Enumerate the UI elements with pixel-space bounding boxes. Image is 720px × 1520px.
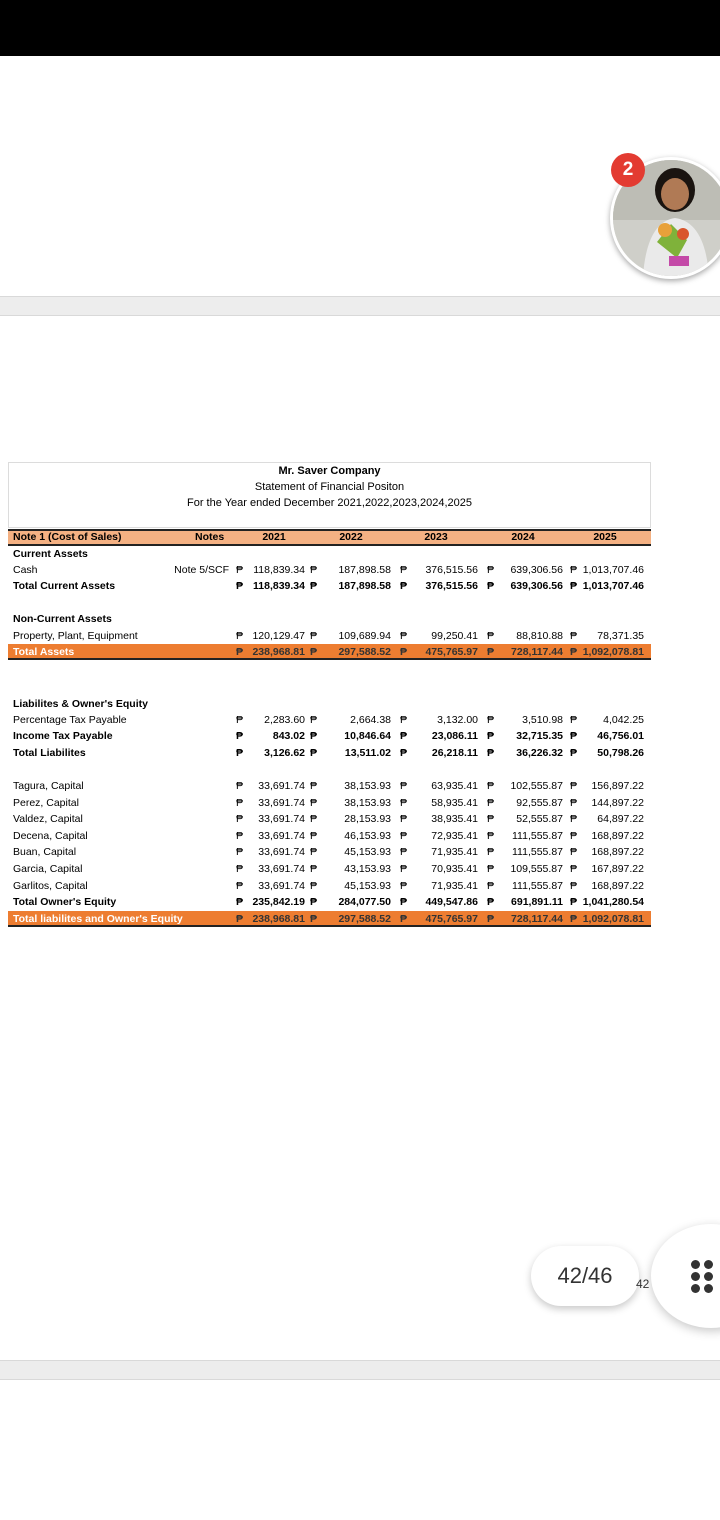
statement-row: [8, 728, 651, 744]
statement-row: [8, 745, 651, 761]
statement-row: [8, 578, 651, 594]
currency-symbol: ₱: [310, 797, 318, 809]
row-value: 71,935.41: [431, 880, 478, 892]
row-label: Non-Current Assets: [13, 613, 112, 625]
row-value: 33,691.74: [258, 780, 305, 792]
row-value: 238,968.81: [252, 913, 305, 925]
row-label: Total Owner's Equity: [13, 896, 117, 908]
currency-symbol: ₱: [400, 714, 408, 726]
row-value: 3,132.00: [437, 714, 478, 726]
currency-symbol: ₱: [570, 913, 578, 925]
row-value: 33,691.74: [258, 830, 305, 842]
row-value: 475,765.97: [425, 913, 478, 925]
statement-row: [8, 628, 651, 644]
row-value: 284,077.50: [338, 896, 391, 908]
row-value: 238,968.81: [252, 646, 305, 658]
statement-row: [8, 828, 651, 844]
header-year: 2025: [593, 531, 617, 543]
row-value: 843.02: [272, 730, 305, 742]
row-value: 33,691.74: [258, 846, 305, 858]
currency-symbol: ₱: [400, 797, 408, 809]
currency-symbol: ₱: [310, 846, 318, 858]
statement-title: Statement of Financial Positon: [254, 481, 405, 493]
currency-symbol: ₱: [570, 780, 578, 792]
statement-row: [8, 894, 651, 910]
row-value: 52,555.87: [516, 813, 563, 825]
row-value: 111,555.87: [512, 846, 563, 858]
currency-symbol: ₱: [570, 730, 578, 742]
currency-symbol: ₱: [487, 714, 495, 726]
currency-symbol: ₱: [400, 580, 408, 592]
row-value: 1,041,280.54: [582, 896, 644, 908]
row-value: 70,935.41: [431, 863, 478, 875]
row-label: Valdez, Capital: [13, 813, 83, 825]
currency-symbol: ₱: [400, 630, 408, 642]
currency-symbol: ₱: [400, 564, 408, 576]
currency-symbol: ₱: [310, 913, 318, 925]
row-value: 376,515.56: [425, 580, 478, 592]
currency-symbol: ₱: [236, 730, 244, 742]
row-value: 109,689.94: [338, 630, 391, 642]
currency-symbol: ₱: [310, 564, 318, 576]
row-value: 33,691.74: [258, 880, 305, 892]
currency-symbol: ₱: [570, 880, 578, 892]
currency-symbol: ₱: [400, 880, 408, 892]
currency-symbol: ₱: [570, 630, 578, 642]
currency-symbol: ₱: [236, 564, 244, 576]
row-value: 58,935.41: [431, 797, 478, 809]
row-label: Percentage Tax Payable: [13, 714, 127, 726]
currency-symbol: ₱: [310, 863, 318, 875]
row-value: 36,226.32: [516, 747, 563, 759]
row-label: Liabilites & Owner's Equity: [13, 698, 148, 710]
row-value: 728,117.44: [511, 913, 563, 925]
row-value: 46,756.01: [597, 730, 644, 742]
row-value: 168,897.22: [591, 880, 644, 892]
row-value: 50,798.26: [597, 747, 644, 759]
currency-symbol: ₱: [310, 630, 318, 642]
currency-symbol: ₱: [487, 780, 495, 792]
currency-symbol: ₱: [236, 630, 244, 642]
statement-row: [8, 844, 651, 860]
currency-symbol: ₱: [400, 863, 408, 875]
currency-symbol: ₱: [487, 863, 495, 875]
row-value: 92,555.87: [516, 797, 563, 809]
row-value: 120,129.47: [252, 630, 305, 642]
currency-symbol: ₱: [570, 564, 578, 576]
row-value: 43,153.93: [344, 863, 391, 875]
row-value: 111,555.87: [512, 830, 563, 842]
row-value: 118,839.34: [253, 564, 305, 576]
notification-badge: 2: [611, 153, 645, 187]
currency-symbol: ₱: [487, 564, 495, 576]
row-value: 4,042.25: [603, 714, 644, 726]
row-value: 3,126.62: [264, 747, 305, 759]
row-value: 26,218.11: [431, 747, 478, 759]
currency-symbol: ₱: [310, 747, 318, 759]
statement-row: [8, 911, 651, 927]
row-value: 45,153.93: [344, 846, 391, 858]
currency-symbol: ₱: [236, 830, 244, 842]
financial-statement-page: [8, 462, 651, 934]
currency-symbol: ₱: [487, 880, 495, 892]
page-separator: [0, 1360, 720, 1380]
company-name: Mr. Saver Company: [278, 465, 381, 477]
currency-symbol: ₱: [487, 646, 495, 658]
currency-symbol: ₱: [570, 830, 578, 842]
currency-symbol: ₱: [236, 863, 244, 875]
currency-symbol: ₱: [400, 913, 408, 925]
row-value: 1,013,707.46: [582, 564, 644, 576]
row-value: 45,153.93: [344, 880, 391, 892]
currency-symbol: ₱: [570, 580, 578, 592]
header-year: 2022: [339, 531, 363, 543]
statement-row: [8, 712, 651, 728]
row-value: 156,897.22: [591, 780, 644, 792]
row-value: 639,306.56: [510, 564, 563, 576]
row-label: Perez, Capital: [13, 797, 79, 809]
currency-symbol: ₱: [236, 780, 244, 792]
currency-symbol: ₱: [310, 896, 318, 908]
row-value: 168,897.22: [591, 830, 644, 842]
row-value: 3,510.98: [522, 714, 563, 726]
row-value: 449,547.86: [425, 896, 478, 908]
row-value: 78,371.35: [597, 630, 644, 642]
row-value: 38,153.93: [344, 797, 391, 809]
currency-symbol: ₱: [570, 896, 578, 908]
row-value: 1,092,078.81: [582, 646, 644, 658]
currency-symbol: ₱: [487, 813, 495, 825]
currency-symbol: ₱: [236, 646, 244, 658]
row-value: 1,013,707.46: [582, 580, 644, 592]
currency-symbol: ₱: [236, 797, 244, 809]
currency-symbol: ₱: [400, 780, 408, 792]
currency-symbol: ₱: [487, 797, 495, 809]
page-separator: [0, 296, 720, 316]
currency-symbol: ₱: [310, 714, 318, 726]
currency-symbol: ₱: [570, 646, 578, 658]
row-value: 28,153.93: [344, 813, 391, 825]
currency-symbol: ₱: [310, 780, 318, 792]
header-first: Note 1 (Cost of Sales): [13, 531, 122, 543]
row-label: Buan, Capital: [13, 846, 77, 858]
row-label: Cash: [13, 564, 38, 576]
row-value: 64,897.22: [597, 813, 644, 825]
currency-symbol: ₱: [400, 846, 408, 858]
currency-symbol: ₱: [236, 846, 244, 858]
currency-symbol: ₱: [400, 896, 408, 908]
row-value: 168,897.22: [591, 846, 644, 858]
grid-view-button[interactable]: [651, 1224, 720, 1328]
row-value: 187,898.58: [338, 564, 391, 576]
row-label: Decena, Capital: [13, 830, 88, 842]
row-value: 33,691.74: [258, 813, 305, 825]
header-year: 2023: [424, 531, 448, 543]
row-value: 2,283.60: [264, 714, 305, 726]
currency-symbol: ₱: [310, 830, 318, 842]
row-value: 691,891.11: [511, 896, 563, 908]
row-value: 376,515.56: [425, 564, 478, 576]
row-value: 38,153.93: [344, 780, 391, 792]
row-value: 187,898.58: [338, 580, 391, 592]
row-label: Tagura, Capital: [13, 780, 84, 792]
row-label: Property, Plant, Equipment: [13, 630, 138, 642]
row-label: Garlitos, Capital: [13, 880, 88, 892]
status-bar: [0, 0, 720, 56]
currency-symbol: ₱: [310, 880, 318, 892]
statement-header: [8, 462, 651, 528]
currency-symbol: ₱: [487, 580, 495, 592]
row-value: 118,839.34: [253, 580, 305, 592]
currency-symbol: ₱: [570, 813, 578, 825]
currency-symbol: ₱: [236, 896, 244, 908]
currency-symbol: ₱: [570, 863, 578, 875]
currency-symbol: ₱: [487, 630, 495, 642]
statement-row: [8, 795, 651, 811]
currency-symbol: ₱: [487, 830, 495, 842]
row-value: 10,846.64: [344, 730, 391, 742]
row-note: Note 5/SCF: [174, 564, 229, 576]
currency-symbol: ₱: [570, 797, 578, 809]
row-value: 167,897.22: [591, 863, 644, 875]
statement-row: [8, 644, 651, 660]
currency-symbol: ₱: [400, 830, 408, 842]
row-label: Garcia, Capital: [13, 863, 83, 875]
currency-symbol: ₱: [310, 646, 318, 658]
currency-symbol: ₱: [236, 880, 244, 892]
statement-row: [8, 811, 651, 827]
statement-row: [8, 778, 651, 794]
currency-symbol: ₱: [310, 813, 318, 825]
statement-row: [8, 611, 651, 627]
row-value: 13,511.02: [344, 747, 391, 759]
currency-symbol: ₱: [236, 913, 244, 925]
row-value: 109,555.87: [510, 863, 563, 875]
grid-icon: [691, 1260, 715, 1292]
statement-row: [8, 861, 651, 877]
currency-symbol: ₱: [400, 730, 408, 742]
row-value: 33,691.74: [258, 863, 305, 875]
row-value: 63,935.41: [431, 780, 478, 792]
row-value: 475,765.97: [425, 646, 478, 658]
statement-row: [8, 562, 651, 578]
currency-symbol: ₱: [310, 580, 318, 592]
header-year: 2024: [511, 531, 535, 543]
table-header: [8, 529, 651, 546]
row-value: 33,691.74: [258, 797, 305, 809]
row-value: 72,935.41: [431, 830, 478, 842]
row-value: 32,715.35: [516, 730, 563, 742]
currency-symbol: ₱: [236, 580, 244, 592]
page-indicator-ghost: 42: [636, 1277, 650, 1291]
currency-symbol: ₱: [400, 747, 408, 759]
row-value: 88,810.88: [516, 630, 563, 642]
currency-symbol: ₱: [487, 747, 495, 759]
row-value: 639,306.56: [510, 580, 563, 592]
row-value: 2,664.38: [350, 714, 391, 726]
row-value: 71,935.41: [431, 846, 478, 858]
page-indicator[interactable]: 42/46: [531, 1246, 639, 1306]
currency-symbol: ₱: [487, 896, 495, 908]
currency-symbol: ₱: [570, 846, 578, 858]
currency-symbol: ₱: [400, 646, 408, 658]
currency-symbol: ₱: [236, 747, 244, 759]
row-label: Current Assets: [13, 548, 88, 560]
row-label: Total Liabilites: [13, 747, 86, 759]
currency-symbol: ₱: [236, 714, 244, 726]
row-value: 102,555.87: [510, 780, 563, 792]
statement-period: For the Year ended December 2021,2022,2023,2024,2025: [186, 497, 472, 509]
currency-symbol: ₱: [400, 813, 408, 825]
currency-symbol: ₱: [236, 813, 244, 825]
header-notes: Notes: [195, 531, 225, 543]
currency-symbol: ₱: [310, 730, 318, 742]
currency-symbol: ₱: [487, 913, 495, 925]
currency-symbol: ₱: [570, 747, 578, 759]
row-label: Total Assets: [13, 646, 75, 658]
row-value: 38,935.41: [431, 813, 478, 825]
currency-symbol: ₱: [570, 714, 578, 726]
statement-row: [8, 546, 651, 562]
row-value: 144,897.22: [591, 797, 644, 809]
row-value: 235,842.19: [252, 896, 305, 908]
row-label: Income Tax Payable: [13, 730, 113, 742]
row-label: Total Current Assets: [13, 580, 116, 592]
row-value: 728,117.44: [511, 646, 563, 658]
currency-symbol: ₱: [487, 846, 495, 858]
row-value: 297,588.52: [338, 646, 391, 658]
row-value: 1,092,078.81: [582, 913, 644, 925]
statement-row: [8, 878, 651, 894]
row-value: 297,588.52: [338, 913, 391, 925]
row-value: 23,086.11: [431, 730, 478, 742]
header-year: 2021: [262, 531, 286, 543]
row-value: 46,153.93: [344, 830, 391, 842]
row-label: Total liabilites and Owner's Equity: [13, 913, 183, 925]
statement-row: [8, 696, 651, 712]
currency-symbol: ₱: [487, 730, 495, 742]
row-value: 99,250.41: [431, 630, 478, 642]
row-value: 111,555.87: [512, 880, 563, 892]
